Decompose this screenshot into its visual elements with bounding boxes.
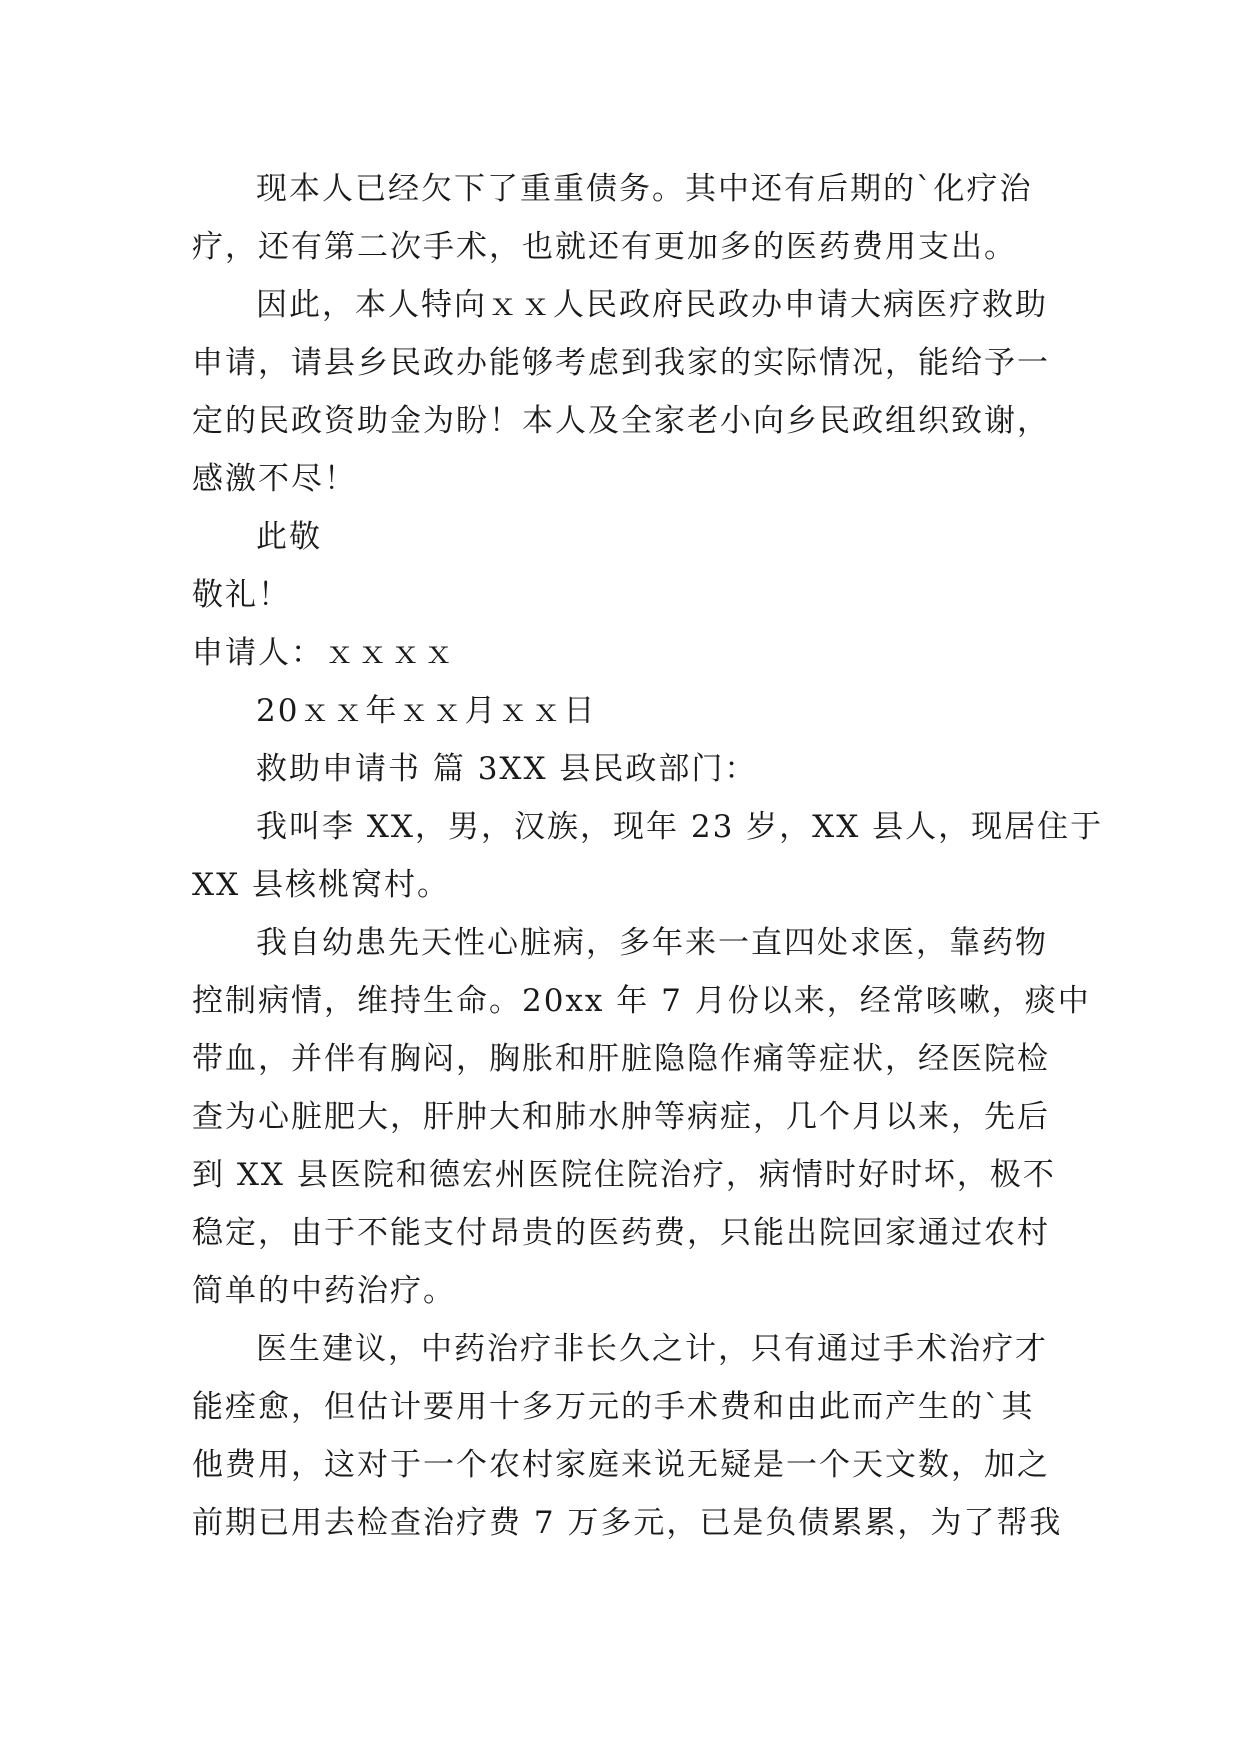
text-line: 20ｘｘ年ｘｘ月ｘｘ日: [256, 693, 597, 729]
text-line: 现本人已经欠下了重重债务。其中还有后期的`化疗治: [256, 171, 1033, 207]
document-body: [192, 160, 1104, 1552]
text-line: 到 XX 县医院和德宏州医院住院治疗，病情时好时坏，极不: [192, 1157, 1056, 1193]
text-line: 医生建议，中药治疗非长久之计，只有通过手术治疗才: [256, 1331, 1048, 1367]
text-line: 此敬: [256, 519, 322, 555]
text-line: 疗，还有第二次手术，也就还有更加多的医药费用支出。: [192, 229, 1017, 265]
text-line: 申请，请县乡民政办能够考虑到我家的实际情况，能给予一: [192, 345, 1050, 381]
text-line: 我自幼患先天性心脏病，多年来一直四处求医，靠药物: [256, 925, 1048, 961]
text-line: 能痊愈，但估计要用十多万元的手术费和由此而产生的`其: [192, 1389, 1035, 1425]
text-line: 稳定，由于不能支付昂贵的医药费，只能出院回家通过农村: [192, 1215, 1050, 1251]
text-line: 查为心脏肥大，肝肿大和肺水肿等病症，几个月以来，先后: [192, 1099, 1050, 1135]
text-line: 因此，本人特向ｘｘ人民政府民政办申请大病医疗救助: [256, 287, 1048, 323]
text-line: 我叫李 XX，男，汉族，现年 23 岁，XX 县人，现居住于: [256, 809, 1104, 845]
text-line: 救助申请书 篇 3XX 县民政部门：: [256, 751, 758, 787]
text-line: XX 县核桃窝村。: [192, 867, 450, 903]
text-line: 前期已用去检查治疗费 7 万多元，已是负债累累，为了帮我: [192, 1505, 1063, 1541]
text-line: 定的民政资助金为盼！本人及全家老小向乡民政组织致谢，: [192, 403, 1050, 439]
text-line: 敬礼！: [192, 577, 291, 613]
text-line: 感激不尽！: [192, 461, 357, 497]
text-line: 控制病情，维持生命。20xx 年 7 月份以来，经常咳嗽，痰中: [192, 983, 1091, 1019]
text-line: 带血，并伴有胸闷，胸胀和肝脏隐隐作痛等症状，经医院检: [192, 1041, 1050, 1077]
text-line: 申请人：ｘｘｘｘ: [192, 635, 456, 671]
text-line: 简单的中药治疗。: [192, 1273, 456, 1309]
text-line: 他费用，这对于一个农村家庭来说无疑是一个天文数，加之: [192, 1447, 1050, 1483]
